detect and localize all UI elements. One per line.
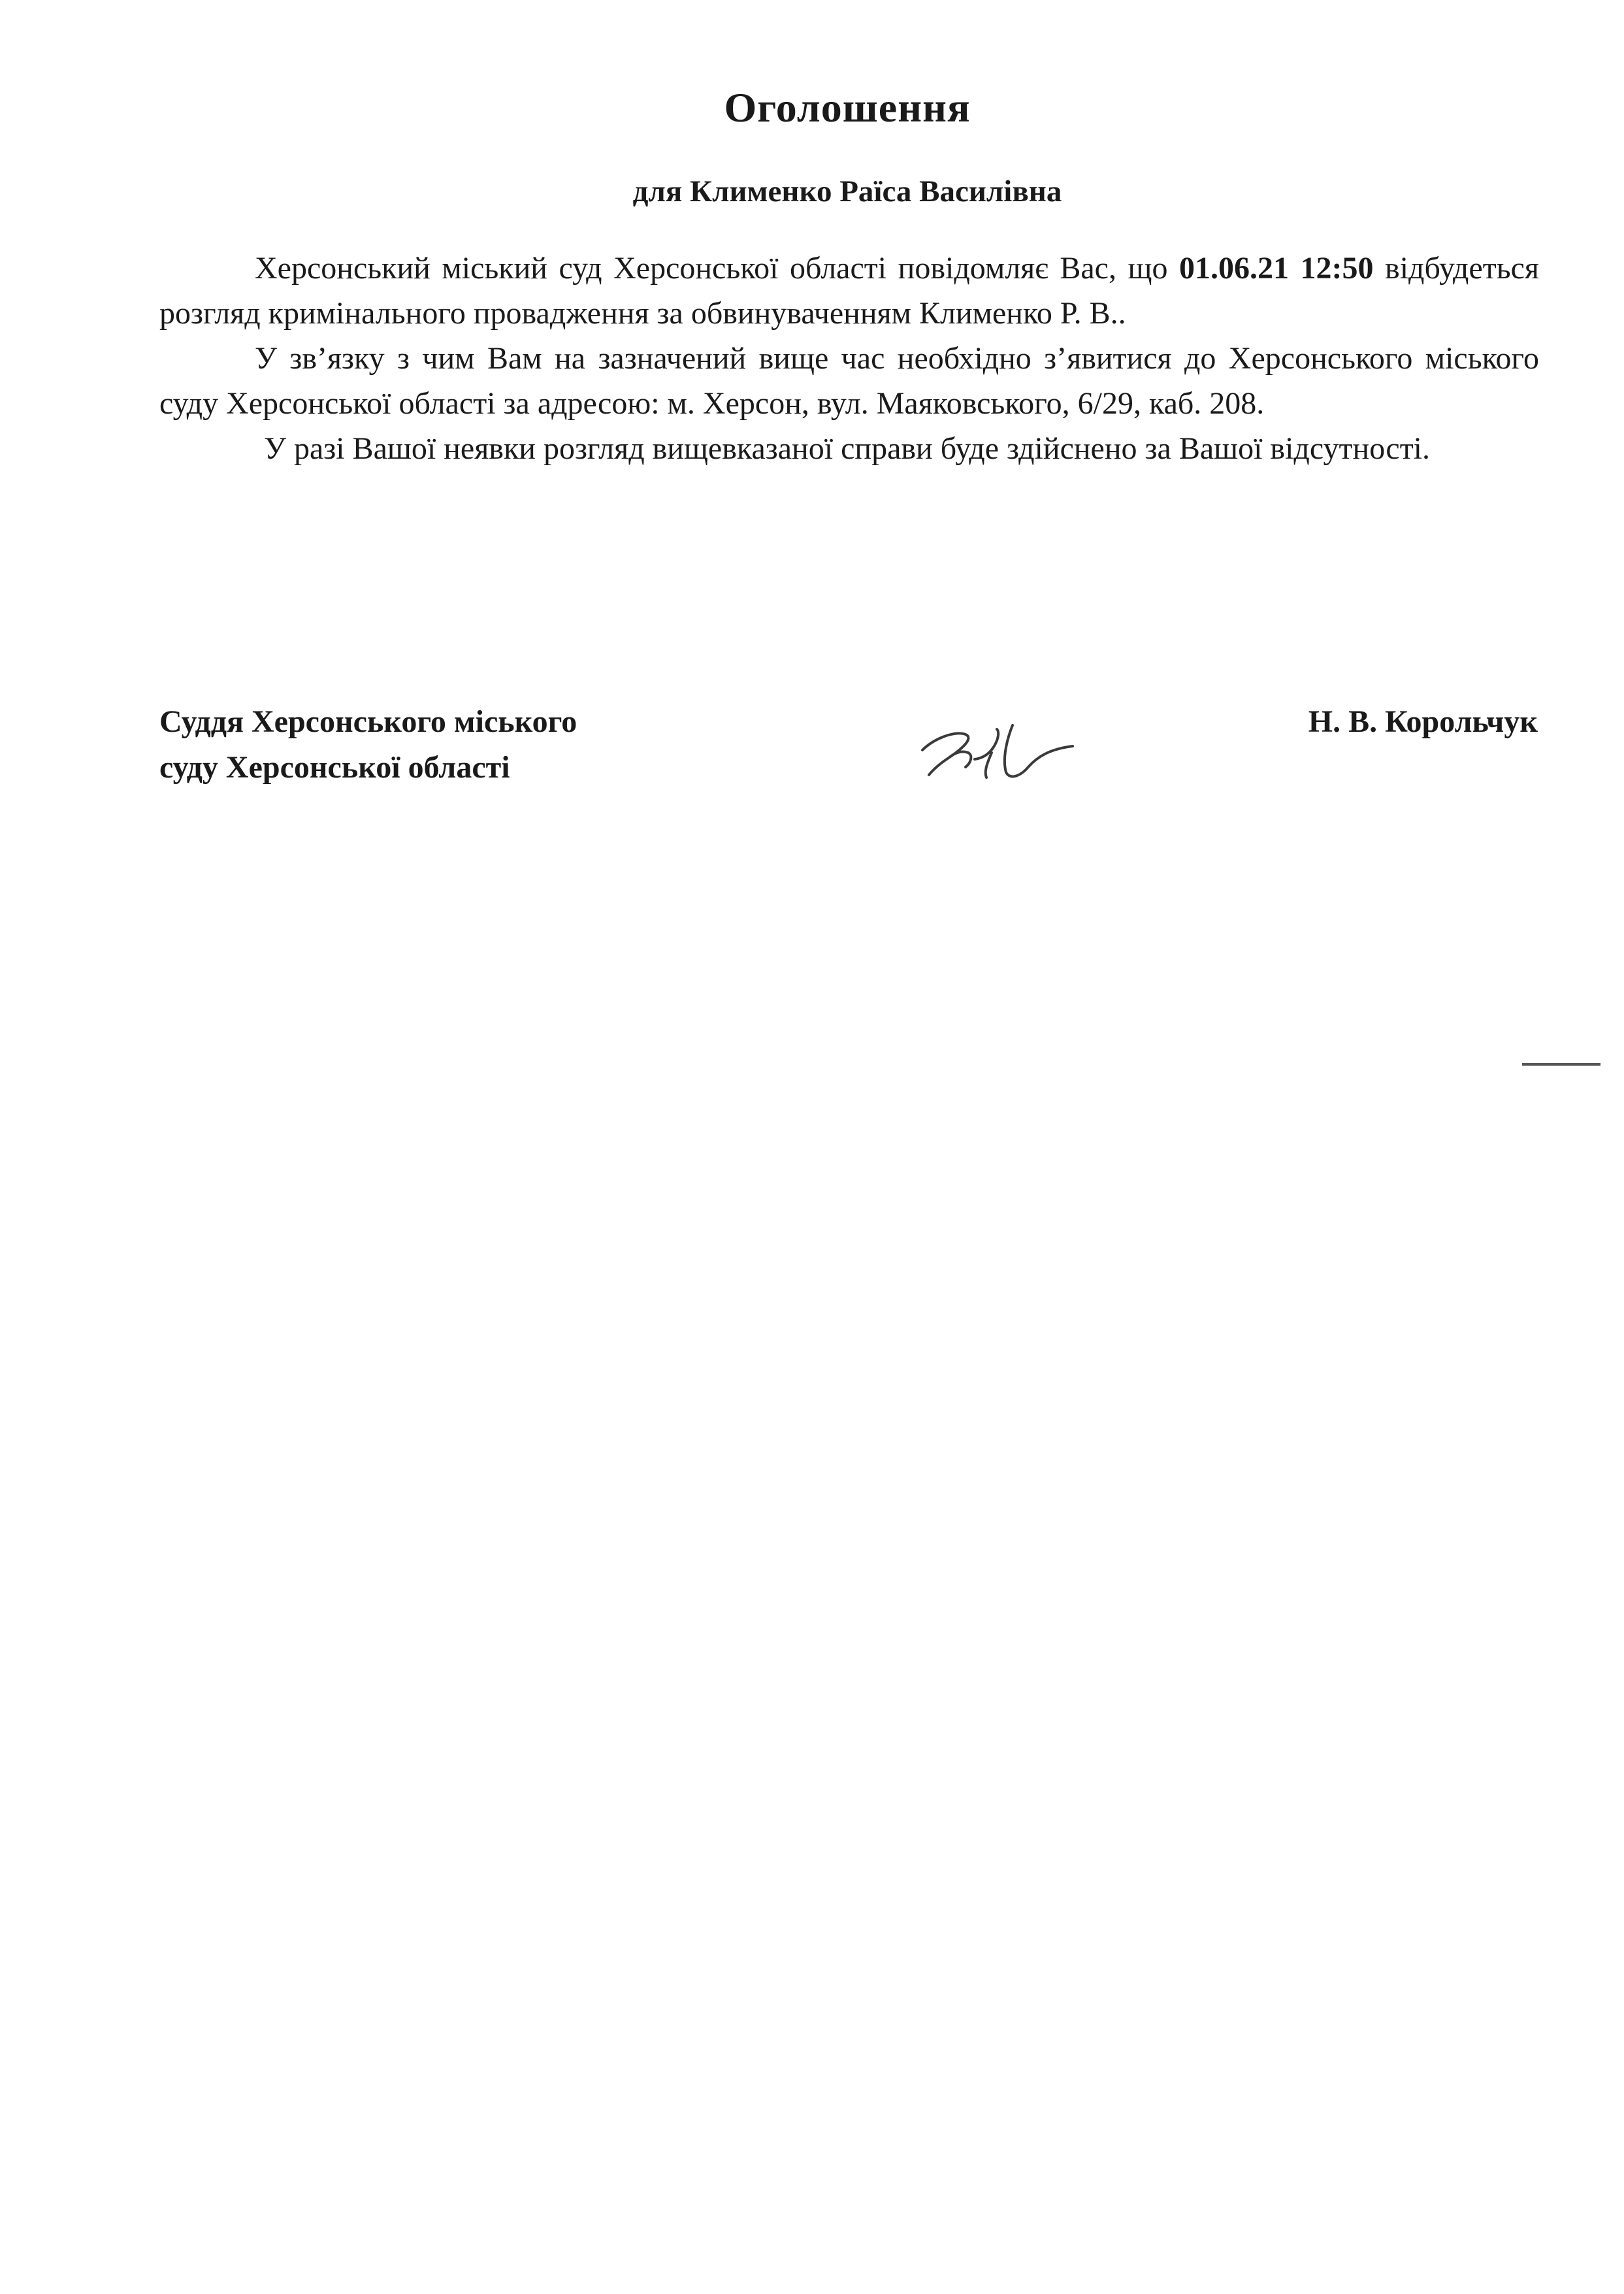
paragraph-absence: У разі Вашої неявки розгляд вищевказаної справи буде здійснено за Вашої відсутності. xyxy=(264,431,1430,466)
judge-position xyxy=(159,699,577,791)
paragraph-text-before: Херсонський міський суд Херсонської області повідомляє Вас, що xyxy=(255,251,1179,286)
document-title: Оголошення xyxy=(724,84,971,131)
handwritten-signature xyxy=(915,712,1084,797)
judge-name: Н. В. Корольчук xyxy=(1308,704,1538,739)
paragraph-appearance: У зв’язку з чим Вам на зазначений вище час необхідно з’явитися до Херсонського міського суду Херсонської області за адресою: м. Херсон, вул. Маяковського, 6/29, каб. 208. xyxy=(159,341,1539,421)
judge-position-line2: суду Херсонської області xyxy=(159,750,510,785)
paragraph-hearing-notice xyxy=(159,246,1539,336)
addressee-line: для Клименко Раїса Василівна xyxy=(632,174,1062,208)
document-body xyxy=(159,246,1539,471)
margin-line xyxy=(1522,1063,1600,1066)
hearing-datetime: 01.06.21 12:50 xyxy=(1179,251,1374,286)
paragraph-text-after: відбудеться розгляд кримінального провадження за обвинуваченням Клименко Р. В.. xyxy=(159,251,1540,331)
judge-position-line1: Суддя Херсонського міського xyxy=(159,704,577,739)
